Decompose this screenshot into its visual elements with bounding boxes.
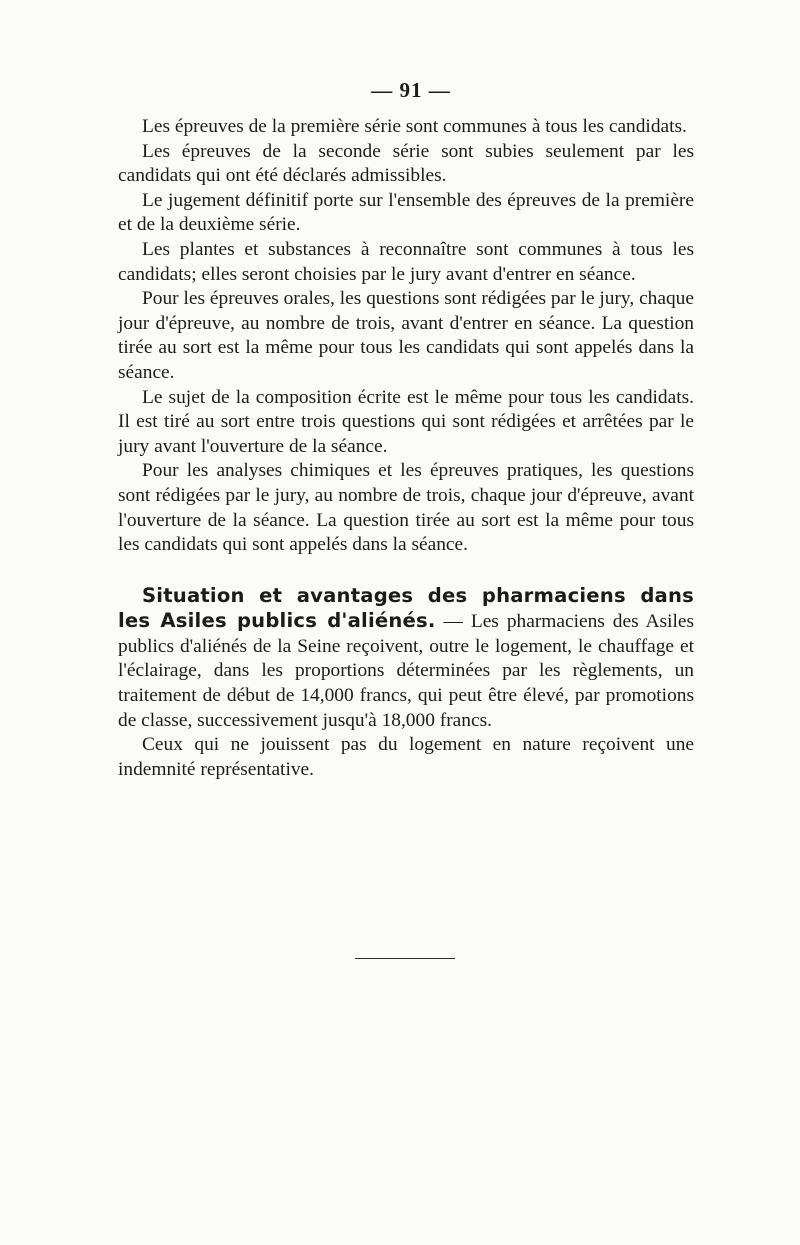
paragraph-1: Les épreuves de la première série sont communes à tous les candidats. (142, 116, 687, 137)
section-paragraph (118, 584, 694, 734)
page-number: — 91 — (371, 78, 451, 102)
paragraph-4: Les plantes et substances à reconnaître sont communes à tous les candidats; elles seront choisies par le jury avant d'entrer en séance. (118, 238, 694, 285)
section-spacer (118, 558, 694, 584)
section-title: Situation et avantages des pharmaciens dans les Asiles publics d'aliénés. (118, 583, 694, 633)
section-text: — Les pharmaciens des Asiles publics d'aliénés de la Seine reçoivent, outre le logement, le chauffage et l'éclairage, dans les proportions déterminées par les règlements, un traitement de début de 14,000 francs, qui peut être élevé, par promotions de classe, successivement jusqu'à 18,000 francs. (118, 611, 694, 731)
document-page (118, 78, 694, 782)
paragraph-2: Les épreuves de la seconde série sont subies seulement par les candidats qui ont été déclarés admissibles. (118, 140, 694, 187)
paragraph-6: Le sujet de la composition écrite est le même pour tous les candidats. Il est tiré au sort entre trois questions qui sont rédigées et arrêtées par le jury avant l'ouverture de la séance. (118, 386, 694, 457)
end-rule (355, 958, 455, 959)
paragraph-5: Pour les épreuves orales, les questions sont rédigées par le jury, chaque jour d'épreuve, au nombre de trois, avant d'entrer en séance. La question tirée au sort est la même pour tous les candidats qui sont appelés dans la séance. (118, 288, 694, 383)
final-paragraph: Ceux qui ne jouissent pas du logement en nature reçoivent une indemnité représentative. (118, 734, 694, 780)
paragraph-7: Pour les analyses chimiques et les épreuves pratiques, les questions sont rédigées par le jury, au nombre de trois, chaque jour d'épreuve, avant l'ouverture de la séance. La question tirée au sort est la même pour tous les candidats qui sont appelés dans la séance. (118, 460, 694, 556)
paragraph-3: Le jugement définitif porte sur l'ensemble des épreuves de la première et de la deuxième série. (118, 189, 694, 236)
